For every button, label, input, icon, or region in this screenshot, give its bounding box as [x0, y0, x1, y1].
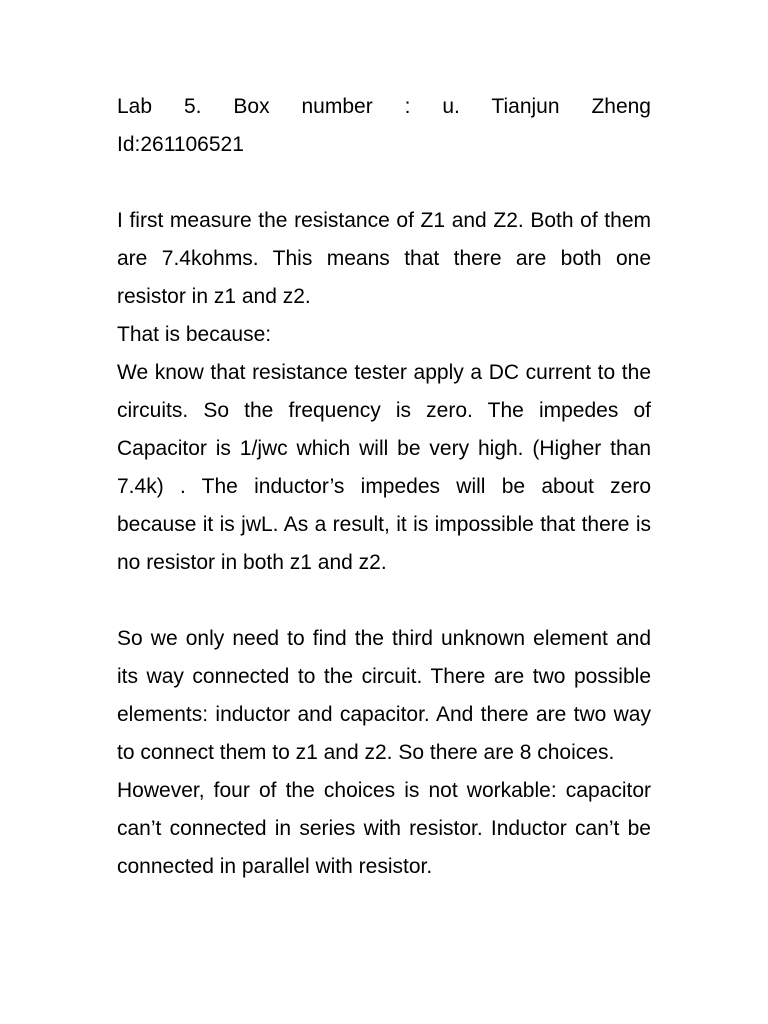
- paragraph-conclusion: However, four of the choices is not workable: capacitor can’t connected in series with resistor. Inductor can’t be connected in parallel with resistor.: [117, 779, 651, 878]
- paragraph-reasoning: We know that resistance tester apply a DC current to the circuits. So the frequency is zero. The impedes of Capacitor is 1/jwc which will be very high. (Higher than 7.4k) . The inductor’s impedes will be about zero because it is jwL. As a result, it is impossible that there is no resistor in both z1 and z2.: [117, 361, 651, 574]
- paragraph-measurement: I first measure the resistance of Z1 and Z2. Both of them are 7.4kohms. This means that there are both one resistor in z1 and z2.: [117, 209, 651, 308]
- header-line: Lab 5. Box number : u. Tianjun Zheng: [117, 95, 651, 118]
- student-id: Id:261106521: [117, 133, 244, 156]
- paragraph-choices: So we only need to find the third unknown element and its way connected to the circuit. There are two possible elements: inductor and capacitor. And there are two way to connect them to z1 and z2. So there are 8 choices.: [117, 627, 651, 764]
- paragraph-gap: [117, 582, 651, 620]
- paragraph-reason-intro: That is because:: [117, 323, 272, 346]
- document-body: [117, 88, 651, 886]
- paragraph-gap: [117, 164, 651, 202]
